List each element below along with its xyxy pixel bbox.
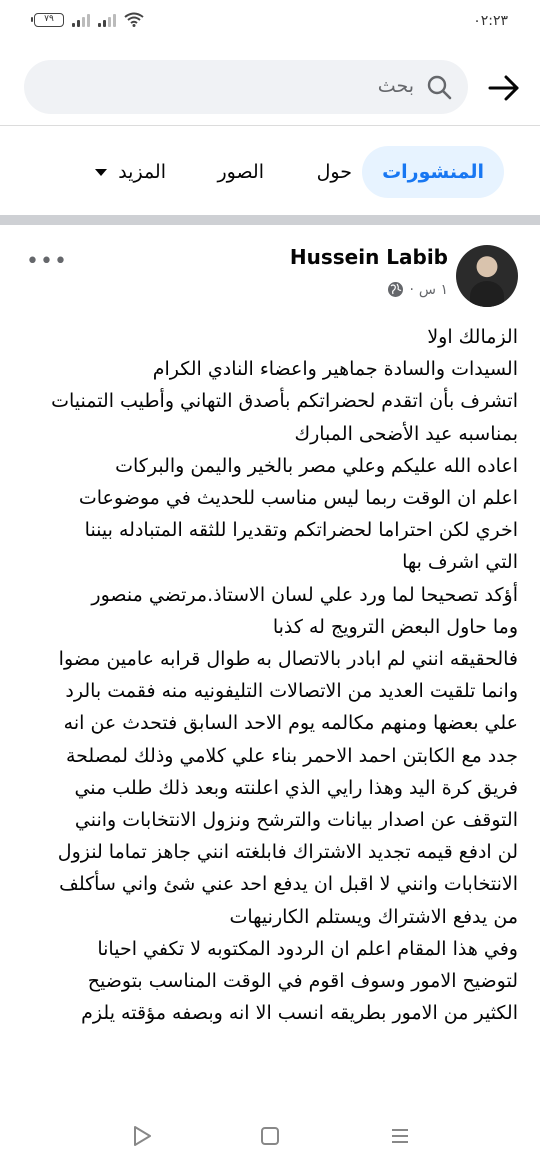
search-icon: [426, 74, 452, 100]
status-time: ٠٢:٢٣: [473, 13, 508, 29]
post-card: [0, 225, 540, 1100]
post-text-line: وما حاول البعض الترويج له كذبا: [272, 615, 518, 638]
avatar[interactable]: [456, 245, 518, 307]
post-text-line: اتشرف بأن اتقدم لحضراتكم بأصدق التهاني وأطيب التمنيات: [51, 390, 518, 413]
post-text-line: من يدفع الاشتراك ويستلم الكارنيهات: [229, 905, 518, 928]
search-placeholder: بحث: [377, 75, 414, 97]
post-author[interactable]: Hussein Labib: [289, 245, 448, 269]
post-text-line: أؤكد تصحيحا لما ورد علي لسان الاستاذ.مرتضي منصور: [91, 583, 518, 606]
post-text-line: علي بعضها ومنهم مكالمه يوم الاحد السابق فتحدث عن انه: [63, 712, 518, 735]
post-text-line: لن ادفع قيمه تجديد الاشتراك فابلغته انني جاهز تماما لنزول: [57, 841, 518, 864]
search-header: [0, 44, 540, 126]
post-text-line: اعاده الله عليكم وعلي مصر بالخير واليمن والبركات: [115, 454, 518, 477]
more-dots-icon[interactable]: •••: [26, 249, 68, 274]
globe-icon: [387, 281, 404, 298]
status-icons: [34, 12, 144, 27]
post-text-line: بمناسبه عيد الأضحى المبارك: [294, 422, 518, 445]
post-text-line: جدد مع الكابتن احمد الاحمر بناء علي كلامي وذلك لمصلحة: [65, 744, 518, 767]
post-text-line: التي اشرف بها: [402, 551, 518, 574]
post-text-line: اخري لكن احتراما لحضراتكم وتقديرا للثقه المتبادله بيننا: [84, 519, 518, 542]
tab-more[interactable]: [94, 146, 166, 198]
search-input[interactable]: [24, 60, 468, 114]
battery-level: ٧٩: [44, 13, 54, 24]
section-divider: [0, 215, 540, 225]
profile-tabs: [0, 127, 540, 215]
post-text-line: وفي هذا المقام اعلم ان الردود المكتوبه لا تكفي احيانا: [97, 937, 518, 960]
arrow-right-icon[interactable]: [486, 72, 522, 104]
tab-posts[interactable]: المنشورات: [362, 146, 504, 198]
post-meta: [387, 281, 448, 298]
system-nav-bar: [0, 1100, 540, 1170]
post-text-line: الكثير من الامور بطريقه انسب الا انه وبصفه مؤقته يلزم: [81, 1002, 518, 1025]
post-text-line: لتوضيح الامور وسوف اقوم في الوقت المناسب بتوضيح: [87, 970, 518, 993]
post-text-line: الانتخابات وانني لا اقبل ان يدفع احد عني شئ واني سأكلف: [59, 873, 518, 896]
caret-down-icon: [94, 168, 108, 177]
wifi-icon: [124, 12, 144, 27]
post-text-line: التوقف عن اصدار بيانات والترشح ونزول الانتخابات وانني: [74, 809, 518, 832]
back-triangle-icon[interactable]: [130, 1124, 154, 1148]
signal-icon: [98, 13, 116, 27]
tab-about[interactable]: حول: [316, 161, 352, 183]
recents-icon[interactable]: [388, 1124, 412, 1148]
post-text-line: فريق كرة اليد وهذا رايي الذي اعلنته وبعد ذلك طلب مني: [74, 776, 518, 799]
post-time[interactable]: ١ س: [418, 281, 448, 298]
post-text-line: اعلم ان الوقت ربما ليس مناسب للحديث في موضوعات: [78, 487, 518, 510]
tab-more-label: المزيد: [118, 161, 166, 183]
post-text-line: وانما تلقيت العديد من الاتصالات التليفونيه منه فقمت بالرد: [65, 680, 518, 703]
post-text-line: السيدات والسادة جماهير واعضاء النادي الكرام: [152, 358, 518, 381]
tab-photos[interactable]: الصور: [217, 161, 264, 183]
post-text-line: الزمالك اولا: [427, 326, 518, 348]
signal-icon: [72, 13, 90, 27]
post-text: [18, 321, 518, 1029]
home-icon[interactable]: [258, 1124, 282, 1148]
post-text-line: فالحقيقه انني لم ابادر بالاتصال به طوال قرابه عامين مضوا: [58, 648, 518, 671]
meta-separator: ·: [409, 281, 414, 298]
battery-icon: [34, 13, 64, 27]
status-bar: [0, 0, 540, 44]
